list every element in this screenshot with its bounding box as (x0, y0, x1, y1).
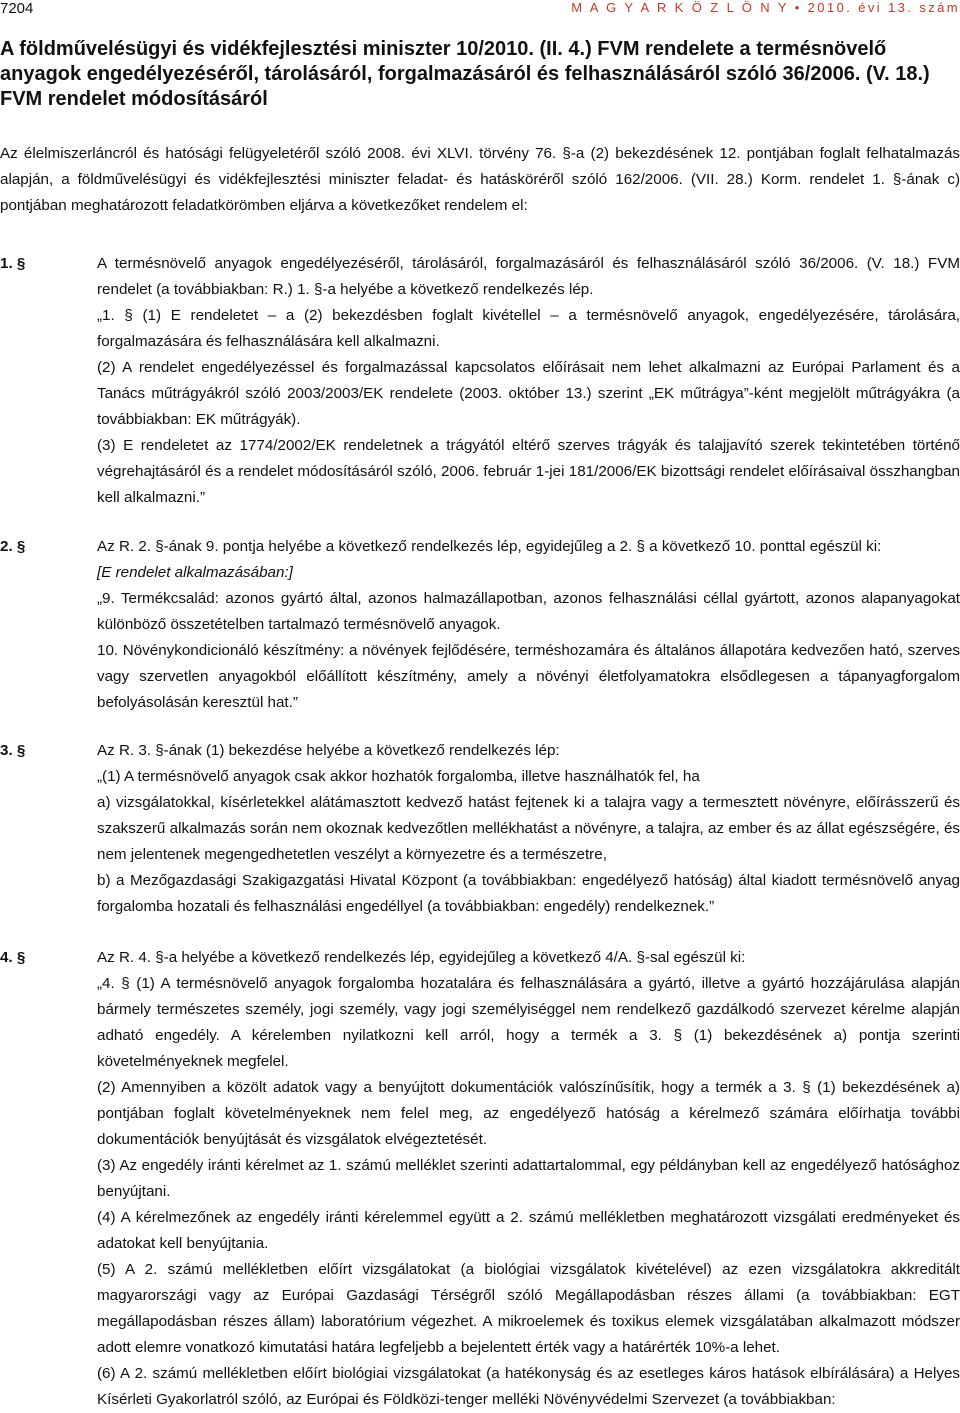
section-body (97, 534, 960, 716)
paragraph: (3) Az engedély iránti kérelmet az 1. számú melléklet szerinti adattartalommal, egy példányban kell az engedélyező hatósághoz benyújtani. (97, 1157, 960, 1200)
paragraph: a) vizsgálatokkal, kísérletekkel alátámasztott kedvező hatást fejtenek ki a talajra vagy a termesztett növényre, előírásszerű és szakszerű alkalmazás során nem okoznak kedvezőtlen mellékhatást a növényre, a talajra, az ember és az állat egészségére, és nem jelentenek megengedhetetlen veszélyt a környezetre és a természetre, (97, 794, 960, 863)
paragraph: „4. § (1) A termésnövelő anyagok forgalomba hozatalára és felhasználására a gyártó, illetve a gyártó hozzájárulása alapján bármely természetes személy, jogi személy, vagy jogi személyiséggel nem rendelkező gazdálkodó szervezet kérelme alapján adható engedély. A kérelemben nyilatkozni kell arról, hogy a termék a 3. § (1) bekezdésének a) pontja szerinti követelményeknek megfelel. (97, 975, 960, 1070)
paragraph: „(1) A termésnövelő anyagok csak akkor hozhatók forgalomba, illetve használhatók fel, ha (97, 768, 700, 785)
section-body (97, 738, 960, 920)
preamble: Az élelmiszerláncról és hatósági felügyeletéről szóló 2008. évi XLVI. törvény 76. §-a (2) bekezdésének 12. pontjában foglalt felhatalmazás alapján, a földművelésügyi és vidékfejlesztési miniszter feladat- és hatásköréről szóló 162/2006. (VII. 28.) Korm. rendelet 1. §-ának c) pontjában meghatározott feladatkörömben eljárva a következőket rendelem el: (0, 145, 960, 214)
paragraph: Az R. 2. §-ának 9. pontja helyébe a következő rendelkezés lép, egyidejűleg a 2. § a következő 10. ponttal egészül ki: (97, 538, 882, 555)
paragraph: (5) A 2. számú mellékletben előírt vizsgálatokat (a biológiai vizsgálatok kivételével) az ezen vizsgálatokra akkreditált magyarországi vagy az Európai Gazdasági Térségről szóló Megállapodásban részes állami (a továbbiakban: EGT megállapodásban részes állam) laboratórium végezhet. A mikroelemek és toxikus elemek vizsgálatában alkalmazott módszer adott elemre vonatkozó kimutatási határa legfeljebb a bejelentett érték vagy a határérték 10%-a lehet. (97, 1261, 960, 1356)
paragraph: „9. Termékcsalád: azonos gyártó által, azonos halmazállapotban, azonos felhasználási céllal gyártott, azonos alapanyagokat különböző összetételben tartalmazó termésnövelő anyagok. (97, 590, 960, 633)
section-number: 3. § (0, 742, 26, 759)
running-header (0, 0, 960, 22)
section-number: 4. § (0, 949, 26, 966)
paragraph-italic: [E rendelet alkalmazásában:] (97, 564, 293, 581)
section-number: 1. § (0, 255, 26, 272)
journal-name: M A G Y A R K Ö Z L Ö N Y • 2010. évi 13. szám (571, 0, 960, 15)
section-body (97, 945, 960, 1413)
paragraph: 10. Növénykondicionáló készítmény: a növények fejlődésére, terméshozamára és általános állapotára kedvezően ható, szerves vagy szervetlen anyagokból előállított készítmény, amely a növényi életfolyamatokra elsődlegesen a tápanyagforgalom befolyásolásán keresztül hat.” (97, 642, 960, 711)
paragraph: (3) E rendeletet az 1774/2002/EK rendeletnek a trágyától eltérő szerves trágyák és talajjavító szerek tekintetében történő végrehajtásáról és a rendelet módosításáról szóló, 2006. február 1-jei 181/2006/EK bizottsági rendelet előírásaival összhangban kell alkalmazni.” (97, 437, 960, 506)
section-number: 2. § (0, 538, 26, 555)
paragraph: Az R. 4. §-a helyébe a következő rendelkezés lép, egyidejűleg a következő 4/A. §-sal egészül ki: (97, 949, 746, 966)
paragraph: Az R. 3. §-ának (1) bekezdése helyébe a következő rendelkezés lép: (97, 742, 560, 759)
paragraph: „1. § (1) E rendeletet – a (2) bekezdésben foglalt kivétellel – a termésnövelő anyagok, engedélyezésére, tárolására, forgalmazására és felhasználására kell alkalmazni. (97, 307, 960, 350)
section-body (97, 251, 960, 511)
page-number: 7204 (0, 0, 34, 17)
paragraph: (2) A rendelet engedélyezéssel és forgalmazással kapcsolatos előírásait nem lehet alkalmazni az Európai Parlament és a Tanács műtrágyákról szóló 2003/2003/EK rendelete (2003. október 13.) szerint „EK műtrágya”-ként megjelölt műtrágyákra (a továbbiakban: EK műtrágyák). (97, 359, 960, 428)
paragraph: (2) Amennyiben a közölt adatok vagy a benyújtott dokumentációk valószínűsítik, hogy a termék a 3. § (1) bekezdésének a) pontjában foglalt követelményeknek nem felel meg, az engedélyező hatóság a kérelmező számára előírhatja további dokumentációk benyújtását és vizsgálatok elvégeztetését. (97, 1079, 960, 1148)
paragraph: (6) A 2. számú mellékletben előírt biológiai vizsgálatokat (a hatékonyság és az esetleges káros hatások elbírálására) a Helyes Kísérleti Gyakorlatról szóló, az Európai és Földközi-tenger melléki Növényvédelmi Szervezet (a továbbiakban: (97, 1365, 960, 1408)
paragraph: b) a Mezőgazdasági Szakigazgatási Hivatal Központ (a továbbiakban: engedélyező hatóság) által kiadott termésnövelő anyag forgalomba hozatali és felhasználási engedéllyel (a továbbiakban: engedély) rendelkeznek.” (97, 872, 960, 915)
paragraph: (4) A kérelmezőnek az engedély iránti kérelemmel együtt a 2. számú mellékletben meghatározott vizsgálati eredményeket és adatokat kell benyújtania. (97, 1209, 960, 1252)
paragraph: A termésnövelő anyagok engedélyezéséről, tárolásáról, forgalmazásáról és felhasználásáról szóló 36/2006. (V. 18.) FVM rendelet (a továbbiakban: R.) 1. §-a helyébe a következő rendelkezés lép. (97, 255, 960, 298)
decree-title: A földművelésügyi és vidékfejlesztési miniszter 10/2010. (II. 4.) FVM rendelete a termésnövelő anyagok engedélyezéséről, tárolásáról, forgalmazásáról és felhasználásáról szóló 36/2006. (V. 18.) FVM rendelet módosításáról (0, 38, 930, 110)
